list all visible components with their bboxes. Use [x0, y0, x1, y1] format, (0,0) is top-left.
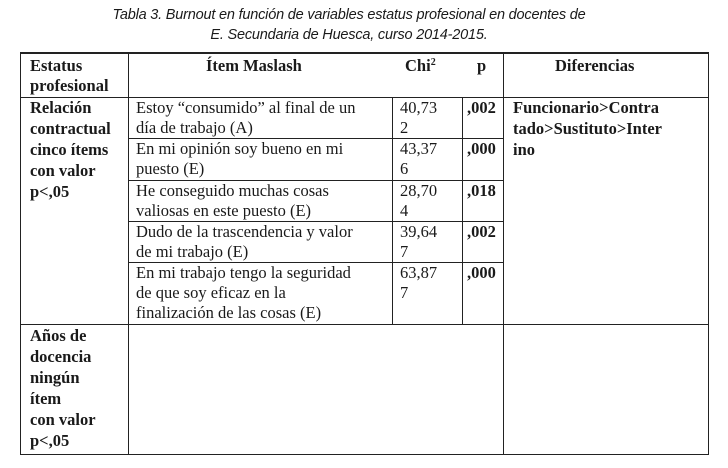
group1-label-line-2: contractual — [30, 119, 111, 138]
group1-label-line-3: cinco ítems — [30, 140, 109, 159]
table-caption-line-2: E. Secundaria de Huesca, curso 2014-2015. — [210, 27, 488, 43]
row3-p-value: ,018 — [467, 181, 496, 200]
header-p: p — [477, 56, 487, 75]
row1-item-line-1: Estoy “consumido” al final de un — [136, 98, 356, 117]
group1-label-line-4: con valor — [30, 161, 96, 180]
row1-item-line-2: día de trabajo (A) — [136, 118, 253, 137]
group-divider — [20, 324, 708, 325]
row4-item-line-2: de mi trabajo (E) — [136, 242, 249, 261]
row3-item-line-1: He conseguido muchas cosas — [136, 181, 329, 200]
table-caption-line-1: Tabla 3. Burnout en función de variables estatus profesional en docentes de — [112, 7, 586, 23]
group2-label-line-4: ítem — [30, 389, 62, 408]
row3-chi-line-1: 28,70 — [400, 181, 438, 200]
table-bottom-border — [20, 454, 708, 455]
group2-label-line-6: p<,05 — [30, 431, 70, 450]
col-divider-diferencias — [503, 52, 504, 455]
header-estatus-line-2: profesional — [30, 76, 109, 95]
header-diferencias: Diferencias — [555, 56, 635, 75]
row4-item-line-1: Dudo de la trascendencia y valor — [136, 222, 353, 241]
group1-diferencias-line-3: ino — [513, 140, 536, 159]
header-item-maslash: Ítem Maslash — [206, 56, 302, 75]
col-divider-p — [462, 97, 463, 325]
group1-label-line-5: p<,05 — [30, 182, 70, 201]
right-border — [708, 52, 709, 455]
left-border — [20, 52, 21, 455]
header-chi-superscript: 2 — [430, 57, 436, 68]
row1-chi-line-1: 40,73 — [400, 98, 438, 117]
col-divider-chi — [392, 97, 393, 325]
row2-item-line-2: puesto (E) — [136, 159, 205, 178]
row5-chi-line-1: 63,87 — [400, 263, 438, 282]
group1-label-line-1: Relación — [30, 98, 92, 117]
header-estatus-line-1: Estatus — [30, 56, 83, 75]
row3-item-line-2: valiosas en este puesto (E) — [136, 201, 312, 220]
group2-label-line-5: con valor — [30, 410, 96, 429]
row5-item-line-1: En mi trabajo tengo la seguridad — [136, 263, 351, 282]
row5-chi-line-2: 7 — [400, 283, 409, 302]
row2-chi-line-1: 43,37 — [400, 139, 438, 158]
col-divider-item — [128, 52, 129, 455]
table-top-border — [20, 52, 708, 54]
header-chi-label: Chi — [405, 56, 431, 75]
row1-p-value: ,002 — [467, 98, 496, 117]
row5-p-value: ,000 — [467, 263, 496, 282]
row3-chi-line-2: 4 — [400, 201, 409, 220]
row5-item-line-2: de que soy eficaz en la — [136, 283, 286, 302]
row1-chi-line-2: 2 — [400, 118, 409, 137]
row2-item-line-1: En mi opinión soy bueno en mi — [136, 139, 344, 158]
group2-label-line-3: ningún — [30, 368, 80, 387]
row4-p-value: ,002 — [467, 222, 496, 241]
row4-chi-line-1: 39,64 — [400, 222, 438, 241]
group2-label-line-1: Años de — [30, 326, 87, 345]
group1-diferencias-line-2: tado>Sustituto>Inter — [513, 119, 662, 138]
row2-chi-line-2: 6 — [400, 159, 409, 178]
row4-chi-line-2: 7 — [400, 242, 409, 261]
group1-diferencias-line-1: Funcionario>Contra — [513, 98, 659, 117]
row5-item-line-3: finalización de las cosas (E) — [136, 303, 322, 322]
row2-p-value: ,000 — [467, 139, 496, 158]
header-chi — [405, 56, 436, 76]
group2-label-line-2: docencia — [30, 347, 92, 366]
